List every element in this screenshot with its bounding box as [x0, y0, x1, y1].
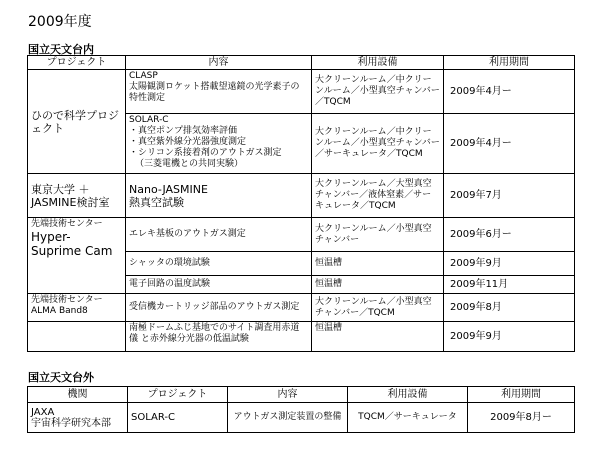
- header-content: 内容: [126, 56, 312, 70]
- header-period: 利用期間: [468, 387, 575, 403]
- content-cell: エレキ基板のアウトガス測定: [126, 218, 312, 252]
- header-content: 内容: [228, 387, 348, 403]
- content-line: （三菱電機との共同実験）: [135, 159, 244, 169]
- period-cell: 2009年4月ー: [444, 114, 575, 174]
- project-hinode: ひので科学プロジェクト: [28, 70, 126, 174]
- content-line: 熱真空試験: [129, 195, 184, 209]
- org-line: 宇宙科学研究本部: [31, 417, 111, 429]
- header-equipment: 利用設備: [348, 387, 468, 403]
- project-alma: [28, 294, 126, 322]
- content-line: CLASP: [129, 71, 158, 81]
- content-line: Nano-JASMINE: [129, 182, 208, 196]
- table-row: [28, 218, 575, 252]
- period-cell: 2009年9月: [444, 322, 575, 352]
- project-line: Hyper-: [31, 230, 71, 244]
- section-heading-external: 国立天文台外: [28, 371, 94, 384]
- project-hsc: [28, 218, 126, 294]
- project-line: JASMINE検討室: [31, 195, 110, 209]
- header-period: 利用期間: [444, 56, 575, 70]
- section-heading-internal: 国立天文台内: [28, 43, 94, 56]
- content-cell: 電子回路の温度試験: [126, 276, 312, 294]
- content-clasp: [126, 70, 312, 114]
- project-cell-empty: [28, 322, 126, 352]
- internal-usage-table: [27, 55, 575, 352]
- content-cell: シャッタの環境試験: [126, 252, 312, 276]
- equipment-cell: 恒温槽: [312, 322, 444, 352]
- period-cell: 2009年6月ー: [444, 218, 575, 252]
- project-line: 先端技術センター: [31, 295, 103, 305]
- content-line: ・真空紫外線分光器強度測定: [129, 137, 247, 147]
- project-line: Suprime Cam: [31, 244, 113, 258]
- equipment-cell: 恒温槽: [312, 276, 444, 294]
- table-header-row: [28, 387, 575, 403]
- table-row: [28, 174, 575, 218]
- external-usage-table: [27, 386, 575, 433]
- equipment-cell: TQCM／サーキュレータ: [348, 403, 468, 433]
- equipment-cell: 大クリーンルーム／中クリーンルーム／小型真空チャンバー／TQCM: [312, 70, 444, 114]
- table-row: [28, 70, 575, 114]
- header-project: プロジェクト: [28, 56, 126, 70]
- equipment-cell: 大クリーンルーム／小型真空チャンバー: [312, 218, 444, 252]
- project-jasmine: [28, 174, 126, 218]
- period-cell: 2009年7月: [444, 174, 575, 218]
- page-title: 2009年度: [28, 14, 92, 30]
- period-cell: 2009年11月: [444, 276, 575, 294]
- content-solarc: [126, 114, 312, 174]
- header-project: プロジェクト: [128, 387, 228, 403]
- content-cell: 受信機カートリッジ部品のアウトガス測定: [126, 294, 312, 322]
- equipment-cell: 大クリーンルーム／大型真空チャンバー／液体窒素／サーキュレータ／TQCM: [312, 174, 444, 218]
- equipment-cell: 恒温槽: [312, 252, 444, 276]
- org-cell: [28, 403, 128, 433]
- table-row: [28, 294, 575, 322]
- org-line: JAXA: [31, 406, 55, 418]
- table-row: [28, 403, 575, 433]
- period-cell: 2009年8月ー: [468, 403, 575, 433]
- content-nano-jasmine: [126, 174, 312, 218]
- project-line: ALMA Band8: [31, 306, 88, 316]
- header-org: 機関: [28, 387, 128, 403]
- content-line: 太陽観測ロケット搭載望遠鏡の光学素子の特性測定: [129, 82, 300, 103]
- content-line: SOLAR-C: [129, 115, 169, 125]
- project-line: 東京大学 ＋: [31, 182, 90, 196]
- period-cell: 2009年4月ー: [444, 70, 575, 114]
- equipment-cell: 大クリーンルーム／中クリーンルーム／小型真空チャンバー／サーキュレータ／TQCM: [312, 114, 444, 174]
- content-cell: 南極ドームふじ基地でのサイト調査用赤道儀 と赤外線分光器の低温試験: [126, 322, 312, 352]
- period-cell: 2009年8月: [444, 294, 575, 322]
- header-equipment: 利用設備: [312, 56, 444, 70]
- table-row: [28, 322, 575, 352]
- project-line: 先端技術センター: [31, 219, 103, 229]
- table-header-row: [28, 56, 575, 70]
- content-line: ・シリコン系接着剤のアウトガス測定: [129, 148, 282, 158]
- equipment-cell: 大クリーンルーム／小型真空チャンバー／TQCM: [312, 294, 444, 322]
- project-cell: SOLAR-C: [128, 403, 228, 433]
- period-cell: 2009年9月: [444, 252, 575, 276]
- content-line: ・真空ポンプ排気効率評価: [129, 126, 238, 136]
- content-cell: アウトガス測定装置の整備: [228, 403, 348, 433]
